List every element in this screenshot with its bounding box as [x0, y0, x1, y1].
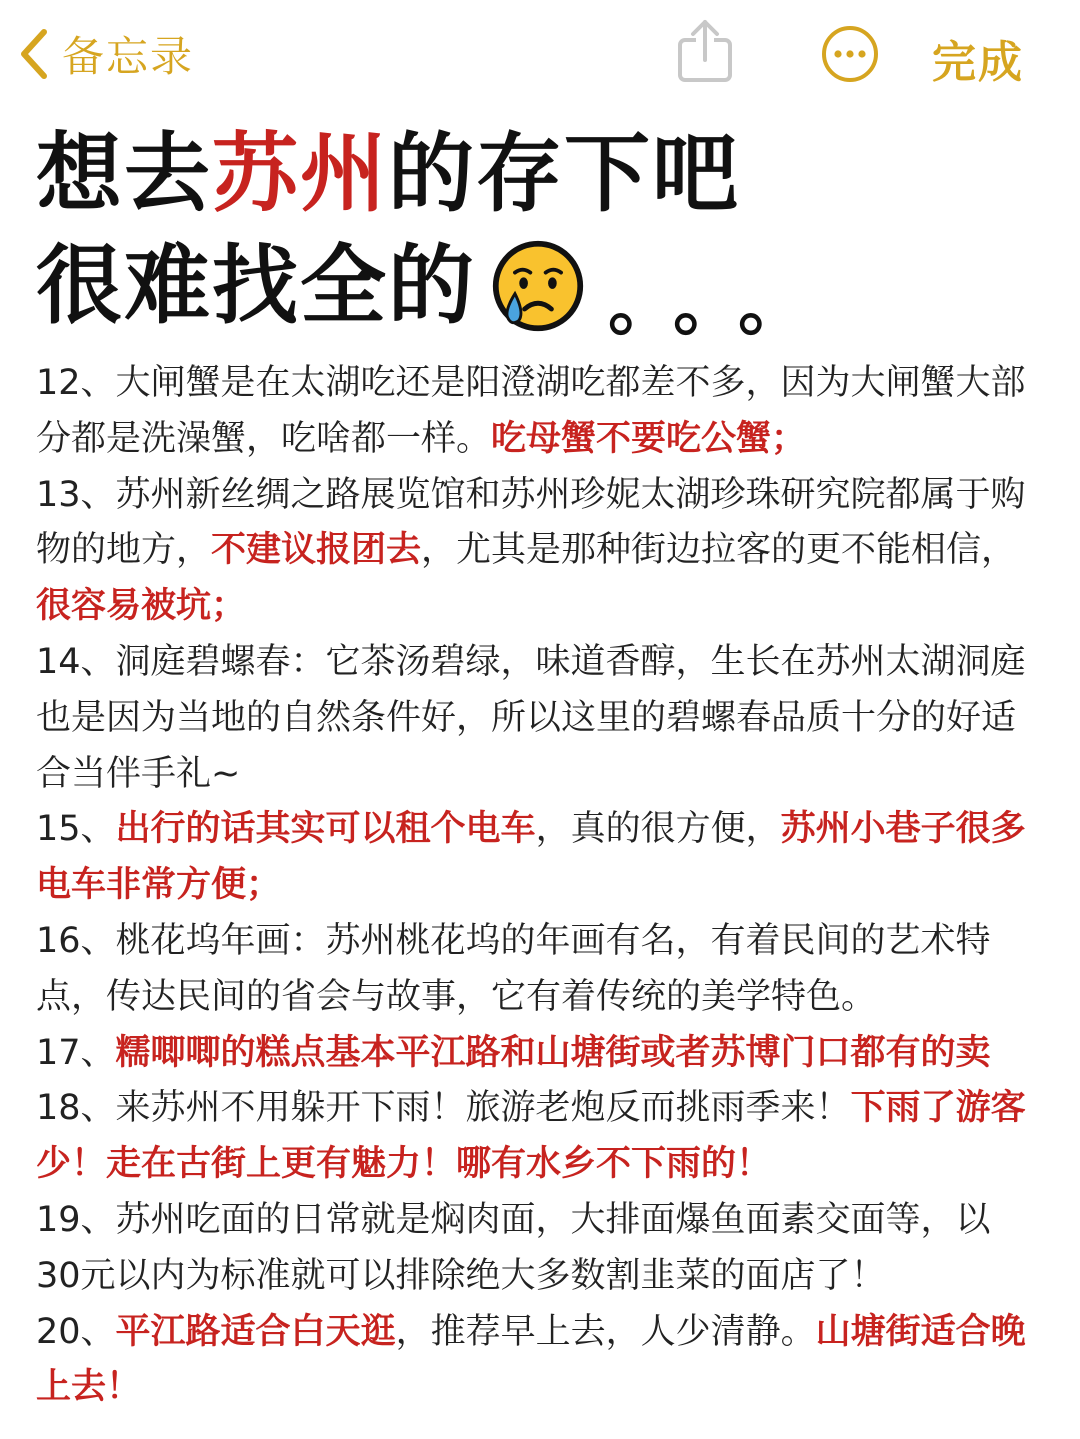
list-item	[36, 635, 1026, 802]
item-number: 15、	[36, 809, 116, 850]
title-line-1	[36, 118, 1046, 230]
back-button[interactable]	[18, 24, 194, 84]
item-text: 苏州吃面的日常就是焖肉面，大排面爆鱼面素交面等，以30元以内为标准就可以排除绝大多数割韭菜的面店了！	[36, 1199, 991, 1296]
item-highlight: 山塘街适合晚上去！	[36, 1311, 1026, 1408]
item-highlight: 平江路适合白天逛	[115, 1311, 396, 1352]
back-label: 备忘录	[62, 32, 195, 81]
item-text: 桃花坞年画：苏州桃花坞的年画有名，有着民间的艺术特点，传达民间的省会与故事，它有着传统的美学特色。	[36, 920, 991, 1017]
title-highlight: 苏州	[212, 124, 388, 224]
title-dots: 。。。	[608, 263, 838, 345]
done-button[interactable]: 完成	[932, 37, 1024, 88]
list-item	[36, 356, 1026, 468]
item-highlight: 出行的话其实可以租个电车	[115, 809, 536, 850]
item-text: ，推荐早上去，人少清静。	[395, 1311, 816, 1352]
crying-face-icon	[490, 238, 586, 334]
item-highlight: 下雨了游客少！走在古街上更有魅力！哪有水乡不下雨的！	[36, 1088, 1026, 1185]
list-item	[36, 802, 1026, 914]
chevron-left-icon	[18, 26, 50, 82]
item-number: 18、	[36, 1088, 116, 1129]
title-line-2	[36, 230, 1046, 345]
list-item	[36, 1026, 1026, 1082]
note-title	[36, 118, 1046, 345]
item-number: 16、	[36, 920, 116, 961]
list-item	[36, 468, 1026, 635]
note-body	[36, 356, 1026, 1416]
item-number: 20、	[36, 1311, 116, 1352]
nav-bar	[0, 0, 1080, 110]
item-number: 17、	[36, 1032, 116, 1073]
item-text: ，尤其是那种街边拉客的更不能相信，	[421, 530, 1017, 571]
item-number: 14、	[36, 641, 116, 682]
title-text: 想去	[36, 124, 212, 224]
item-text: ，真的很方便，	[535, 809, 781, 850]
more-icon[interactable]	[820, 24, 880, 84]
list-item	[36, 914, 1026, 1026]
item-text: 洞庭碧螺春：它茶汤碧绿，味道香醇，生长在苏州太湖洞庭也是因为当地的自然条件好，所以这里的碧螺春品质十分的好适合当伴手礼~	[36, 641, 1026, 794]
item-highlight: 吃母蟹不要吃公蟹；	[491, 418, 807, 459]
item-highlight: 糯唧唧的糕点基本平江路和山塘街或者苏博门口都有的卖	[115, 1032, 991, 1073]
item-highlight: 不建议报团去	[211, 530, 422, 571]
item-number: 12、	[36, 363, 116, 403]
share-icon[interactable]	[676, 18, 734, 84]
item-text: 大闸蟹是在太湖吃还是阳澄湖吃都差不多，因为大闸蟹大部分都是洗澡蟹，吃啥都一样。	[36, 363, 1026, 459]
title-text: 很难找全的	[36, 236, 476, 336]
list-item	[36, 1193, 1026, 1305]
title-text: 的存下吧	[388, 124, 740, 224]
item-number: 19、	[36, 1199, 116, 1240]
item-text: 来苏州不用躲开下雨！旅游老炮反而挑雨季来！	[115, 1088, 851, 1129]
item-number: 13、	[36, 474, 116, 515]
item-text: 苏州新丝绸之路展览馆和苏州珍妮太湖珍珠研究院都属于购物的地方，	[36, 474, 1026, 571]
list-item	[36, 1081, 1026, 1193]
item-highlight: 很容易被坑；	[36, 586, 247, 627]
item-highlight: 苏州小巷子很多电车非常方便；	[36, 809, 1026, 906]
list-item	[36, 1305, 1026, 1417]
